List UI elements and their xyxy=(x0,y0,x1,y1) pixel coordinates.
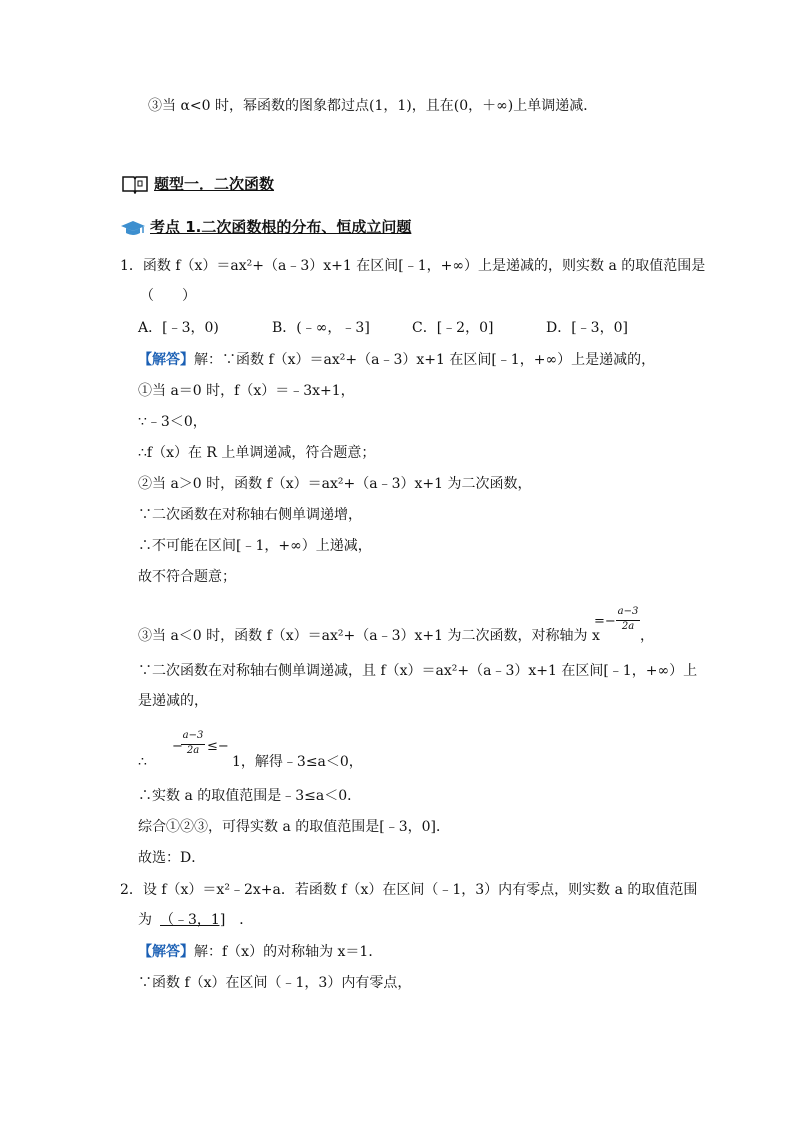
q2-answer-blank: （﹣3，1] xyxy=(160,912,226,928)
q1-answer-line xyxy=(138,350,655,370)
q2-answer-tag: 【解答】 xyxy=(138,944,194,960)
q1-option-a: A．[﹣3，0) xyxy=(138,320,219,336)
frac-comma: ， xyxy=(640,628,654,644)
q2-stem-suffix: ． xyxy=(239,912,254,928)
frac-eq-sign: =− xyxy=(594,614,616,629)
q2-sol-l1: 解：f（x）的对称轴为 x＝1． xyxy=(194,944,383,960)
q1-case1-l3: ∴f（x）在 R 上单调递减，符合题意； xyxy=(138,445,376,461)
intro-item-3: ③当 α<0 时，幂函数的图象都过点(1，1)，且在(0，＋∞)上单调递减． xyxy=(148,98,598,114)
q2-sol-l2: ∵函数 f（x）在区间（﹣1，3）内有零点， xyxy=(138,975,412,991)
answer-intro: 解：∵函数 f（x）＝ax²+（a﹣3）x+1 在区间[﹣1，+∞）上是递减的， xyxy=(194,352,656,368)
answer-tag: 【解答】 xyxy=(138,352,194,368)
q1-case1-l1: ①当 a＝0 时，f（x）＝﹣3x+1， xyxy=(138,383,355,399)
therefore-sign: ∴ xyxy=(138,754,147,770)
q1-choice: 故选：D． xyxy=(138,850,206,866)
ineq-le: ≤− xyxy=(207,739,229,754)
q2-stem-prefix: 为 xyxy=(138,912,152,928)
q2-answer-line xyxy=(138,942,382,962)
q1-option-b: B．(﹣∞，﹣3] xyxy=(272,320,370,336)
q1-case3-l1: ③当 a＜0 时，函数 f（x）＝ax²+（a﹣3）x+1 为二次函数，对称轴为 x xyxy=(138,628,600,644)
q1-case2-l3: ∴不可能在区间[﹣1，+∞）上递减， xyxy=(138,538,372,554)
q1-stem-line2: （ ） xyxy=(140,288,196,304)
ineq-denominator: 2a xyxy=(181,744,205,757)
q2-stem-line2 xyxy=(138,910,253,930)
q1-case2-l2: ∵二次函数在对称轴右侧单调递增， xyxy=(138,507,362,523)
graduation-cap-icon xyxy=(120,219,146,241)
q1-case3-l4: 1，解得﹣3≤a＜0， xyxy=(232,754,363,770)
q1-case1-l2: ∵﹣3＜0， xyxy=(138,414,207,430)
ineq-numerator: a−3 xyxy=(182,730,204,741)
q1-summary: 综合①②③，可得实数 a 的取值范围是[﹣3，0]． xyxy=(138,819,450,835)
ineq-minus: − xyxy=(172,739,183,754)
q1-case3-l3: 是递减的， xyxy=(138,693,208,709)
q1-option-d: D．[﹣3，0] xyxy=(546,320,628,336)
q1-case2-l4: 故不符合题意； xyxy=(138,569,236,585)
frac-denominator: 2a xyxy=(616,620,640,633)
q1-case2-l1: ②当 a＞0 时，函数 f（x）＝ax²+（a﹣3）x+1 为二次函数， xyxy=(138,476,532,492)
open-book-icon xyxy=(121,174,149,198)
kaodian-title: 考点 1.二次函数根的分布、恒成立问题 xyxy=(150,218,412,236)
section-title: 题型一．二次函数 xyxy=(154,175,275,193)
q2-stem-line1: 2．设 f（x）＝x²﹣2x+a．若函数 f（x）在区间（﹣1，3）内有零点，则实数 a 的取值范围 xyxy=(120,882,698,898)
frac-numerator: a−3 xyxy=(617,606,639,617)
q1-case3-l2: ∵二次函数在对称轴右侧单调递减，且 f（x）＝ax²+（a﹣3）x+1 在区间[﹣1，+∞）上 xyxy=(138,663,698,679)
q1-stem-line1: 1．函数 f（x）＝ax²+（a﹣3）x+1 在区间[﹣1，+∞）上是递减的，则实数 a 的取值范围是 xyxy=(120,258,706,274)
q1-case3-l5: ∴实数 a 的取值范围是﹣3≤a＜0． xyxy=(138,788,362,804)
q1-option-c: C．[﹣2，0] xyxy=(412,320,494,336)
